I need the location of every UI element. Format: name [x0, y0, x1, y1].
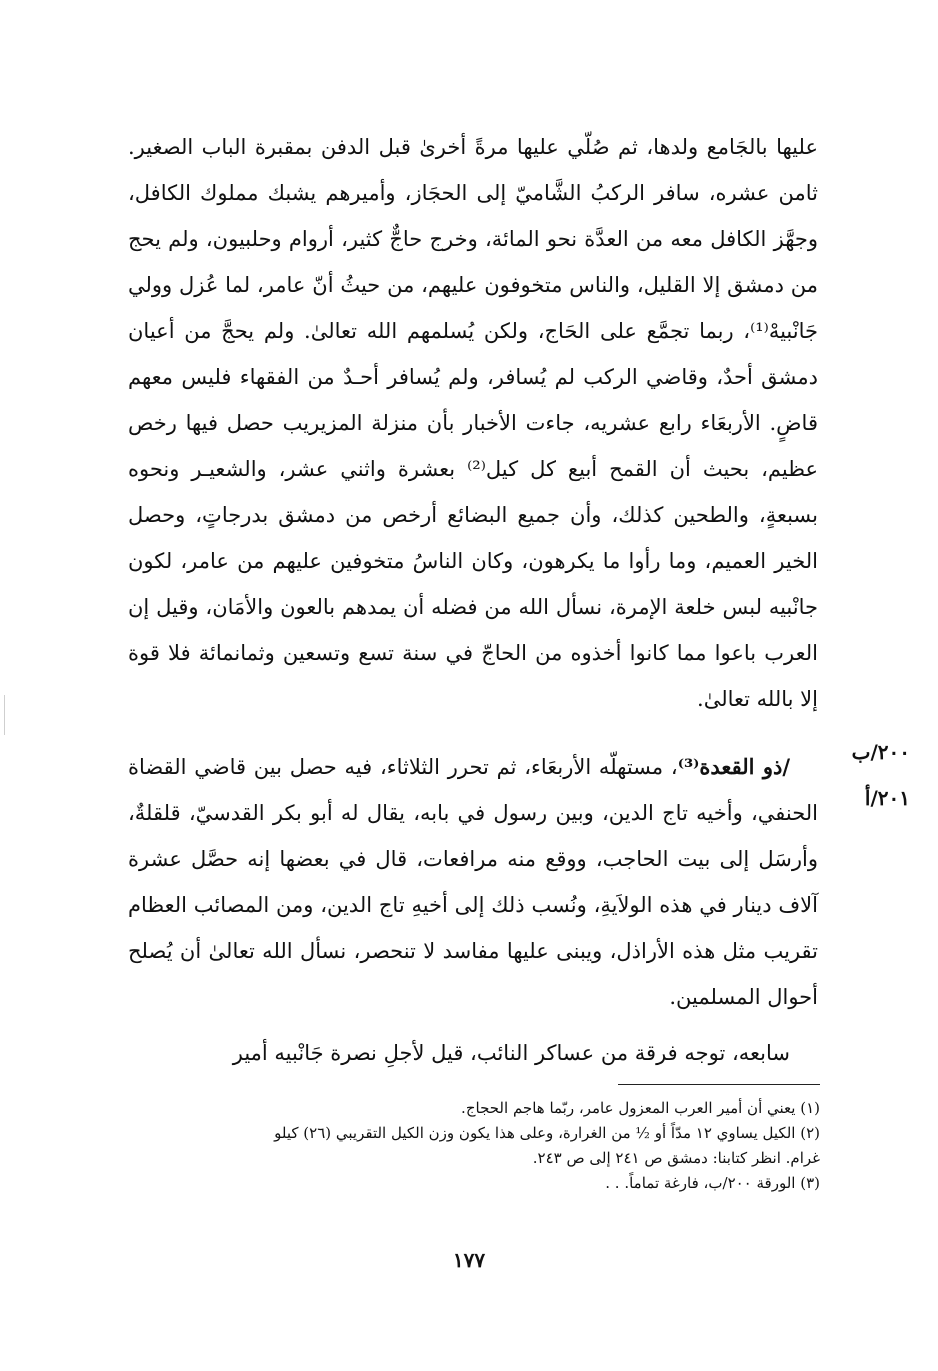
paragraph-2-text: ، مستهلّه الأربعَاء، ثم تحرر الثلاثاء، فيه حصل بين قاضي القضاة الحنفي، وأخيه تاج الدين، وبين رسول في بابه، يقال له أبو بكر القدسيّ، قلقلةٌ، وأرسَل إلى بيت الحاجب، ووقع منه مرافعات، قال في بعضها إنه حصَّل عشرة آلاف دينار في هذه الولاَيةِ، ونُسب ذلك إلى أخيهِ تاج الدين، ومن المصائب العظام تقريب مثل هذه الأراذل، ويبنى عليها مفاسد لا تنحصر، نسأل الله تعالىٰ أن يُصلح أحوال المسلمين. — [128, 755, 818, 1009]
paragraph-2 — [128, 744, 818, 1020]
footnote-2-line-1: (٢) الكيل يساوي ١٢ مدّاً أو ½ من الغرارة، وعلى هذا يكون وزن الكيل التقريبي (٢٦) كيلو — [274, 1124, 820, 1142]
footnotes — [120, 1096, 820, 1196]
section-gap — [128, 722, 818, 744]
paragraph-1: عليها بالجَامع ولدها، ثم صُلّي عليها مرةً أخرىٰ قبل الدفن بمقبرة الباب الصغير. ثامن عشره، سافر الركبُ الشَّاميّ إلى الحجَاز، وأميرهم يشبك مملوك الكافل، وجهَّز الكافل معه من العدَّة نحو المائة، وخرج حاجٌّ كثير، أروام وحلبيون، ولم يحج من دمشق إلا القليل، والناس متخوفون عليهم، من حيثُ أنّ عامر، لما عُزل وولي جَانْبيهْ⁽¹⁾، ربما تجمَّع على الحَاج، ولكن يُسلمهم الله تعالىٰ. ولم يحجَّ من أعيان دمشق أحدٌ، وقاضي الركب لم يُسافر، ولم يُسافر أحـدٌ من الفقهاء فليس معهم قاضٍ. الأربعَاء رابع عشريه، جاءت الأخبار بأن منزلة المزيريب حصل فيها رخص عظيم، بحيث أن القمح أبيع كل كيل⁽²⁾ بعشرة واثني عشر، والشعيـر ونحوه بسبعةٍ، والطحين كذلك، وأن جميع البضائع أرخص من دمشق بدرجاتٍ، وحصل الخير العميم، وما رأوا ما يكرهون، وكان الناسُ متخوفين عليهم من عامر، لكون جانْبيه لبس خلعة الإمرة، نسأل الله من فضله أن يمدهم بالعون والأمَان، وقيل إن العرب باعوا مما كانوا أخذوه من الحاجّ في سنة تسع وتسعين وثمانمائة فلا قوة إلا بالله تعالىٰ. — [128, 135, 818, 711]
folio-marker-text: ٢٠٠/ب — [851, 740, 910, 764]
folio-marker-201a — [865, 786, 910, 810]
page-number: ١٧٧ — [452, 1248, 486, 1272]
folio-marker-200b — [852, 740, 910, 764]
section-heading-dhu-al-qadah: /ذو القعدة⁽³⁾ — [677, 754, 790, 779]
paragraph-3: سابعه، توجه فرقة من عساكر النائب، قيل لأجلِ نصرة جَانْبيه أمير — [232, 1041, 790, 1065]
scan-edge-mark — [4, 695, 5, 735]
footnote-3: (٣) الورقة ٢٠٠/ب، فارغة تماماً. . . — [605, 1174, 820, 1192]
main-text — [128, 124, 818, 1076]
footnote-separator — [618, 1084, 820, 1085]
footnote-2-line-2: غرام. انظر كتابنا: دمشق ص ٢٤١ إلى ص ٢٤٣. — [532, 1149, 820, 1167]
folio-marker-text: ٢٠١/أ — [864, 786, 910, 810]
footnote-1: (١) يعني أن أمير العرب المعزول عامر، ربّما هاجم الحجاج. — [461, 1099, 820, 1117]
section-gap — [128, 1020, 818, 1030]
